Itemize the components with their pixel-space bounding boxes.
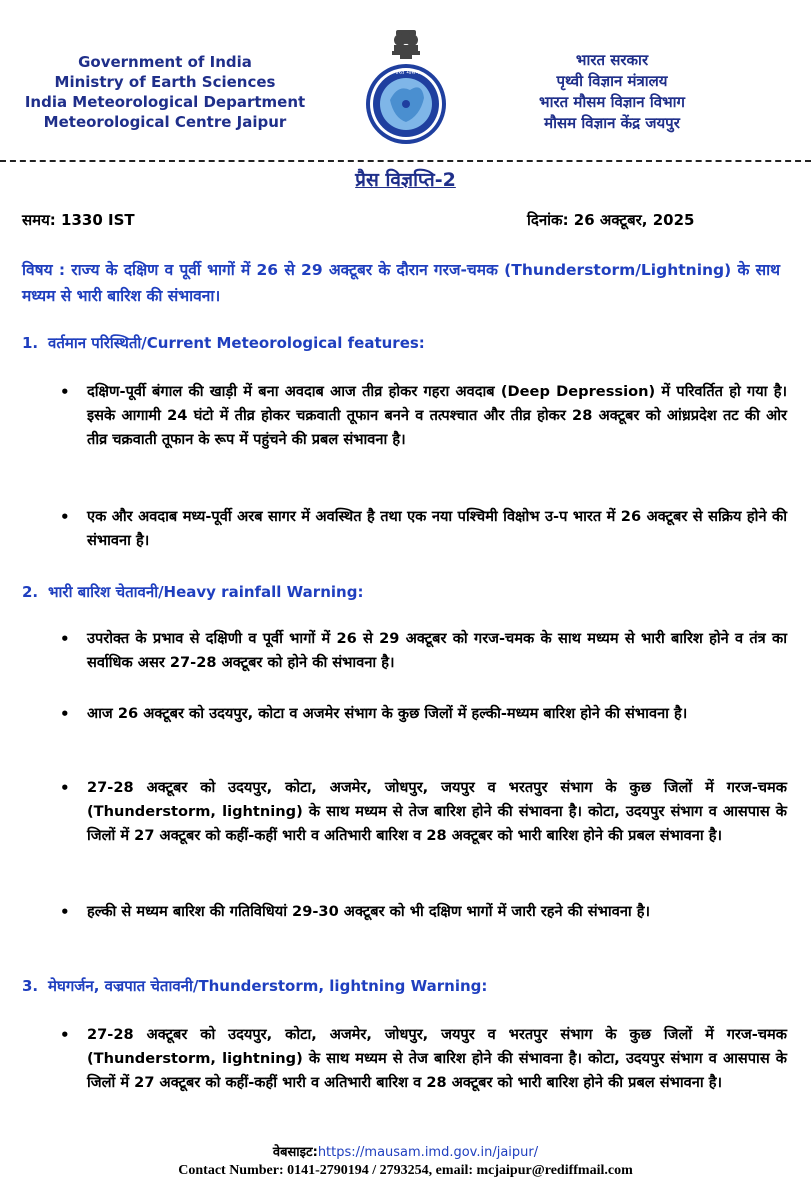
section-title: वर्तमान परिस्थिती/Current Meteorological features:	[48, 334, 425, 352]
title-text: प्रैस विज्ञप्ति-2	[355, 169, 456, 191]
hindi-letterhead	[492, 50, 732, 134]
english-line-government: Government of India	[78, 53, 252, 71]
english-letterhead	[20, 52, 310, 132]
website-link[interactable]: https://mausam.imd.gov.in/jaipur/	[317, 1145, 539, 1160]
svg-text:भारत मौसम: भारत मौसम	[392, 69, 420, 76]
time-date-row	[22, 210, 742, 232]
bullet-item: • दक्षिण-पूर्वी बंगाल की खाड़ी में बना अवदाब आज तीव्र होकर गहरा अवदाब (Deep Depression) में परिवर्तित हो गया है। इसके आगामी 24 घंटो में तीव्र होकर चक्रवाती तूफान बनने व तत्पश्चात और तीव्र होकर 28 अक्टूबर को आंध्रप्रदेश तट की ओर तीव्र चक्रवाती तूफान के रूप में पहुंचने की प्रबल संभावना है।	[87, 380, 787, 452]
website-line	[0, 1142, 811, 1160]
section-title: मेघगर्जन, वज्रपात चेतावनी/Thunderstorm, lightning Warning:	[48, 977, 488, 995]
english-line-centre: Meteorological Centre Jaipur	[43, 113, 287, 131]
hindi-line-department: भारत मौसम विज्ञान विभाग	[539, 93, 685, 111]
letterhead	[0, 0, 811, 160]
footer	[0, 1142, 811, 1179]
bullet-item: • 27-28 अक्टूबर को उदयपुर, कोटा, अजमेर, जोधपुर, जयपुर व भरतपुर संभाग के कुछ जिलों में गरज-चमक (Thunderstorm, lightning) के साथ मध्यम से तेज बारिश होने की संभावना है। कोटा, उदयपुर संभाग व आसपास के जिलों में 27 अक्टूबर को कहीं-कहीं भारी व अतिभारी बारिश व 28 अक्टूबर को भारी बारिश होने की प्रबल संभावना है।	[87, 1023, 787, 1095]
english-line-ministry: Ministry of Earth Sciences	[54, 73, 276, 91]
section-heading-current-features	[22, 333, 425, 353]
bullet-item: • उपरोक्त के प्रभाव से दक्षिणी व पूर्वी भागों में 26 से 29 अक्टूबर को गरज-चमक के साथ मध्यम से भारी बारिश होने व तंत्र का सर्वाधिक असर 27-28 अक्टूबर को होने की संभावना है।	[87, 627, 787, 675]
section-heading-thunderstorm	[22, 976, 487, 996]
bullet-item: • 27-28 अक्टूबर को उदयपुर, कोटा, अजमेर, जोधपुर, जयपुर व भरतपुर संभाग के कुछ जिलों में गरज-चमक (Thunderstorm, lightning) के साथ मध्यम से तेज बारिश होने की संभावना है। कोटा, उदयपुर संभाग व आसपास के जिलों में 27 अक्टूबर को कहीं-कहीं भारी व अतिभारी बारिश व 28 अक्टूबर को भारी बारिश होने की प्रबल संभावना है।	[87, 776, 787, 848]
dashed-divider	[0, 160, 811, 162]
issue-date: दिनांक: 26 अक्टूबर, 2025	[527, 211, 695, 229]
section-number: 2.	[22, 583, 39, 601]
section-number: 1.	[22, 334, 39, 352]
section-number: 3.	[22, 977, 39, 995]
hindi-line-ministry: पृथ्वी विज्ञान मंत्रालय	[556, 72, 668, 90]
hindi-line-centre: मौसम विज्ञान केंद्र जयपुर	[544, 114, 680, 132]
bullet-item: • एक और अवदाब मध्य-पूर्वी अरब सागर में अवस्थित है तथा एक नया पश्चिमी विक्षोभ उ-प भारत में 26 अक्टूबर से सक्रिय होने की संभावना है।	[87, 505, 787, 553]
press-release-title	[0, 166, 811, 192]
english-line-department: India Meteorological Department	[24, 93, 306, 111]
website-label: वेबसाइट:	[272, 1145, 318, 1160]
subject-line: विषय : राज्य के दक्षिण व पूर्वी भागों में 26 से 29 अक्टूबर के दौरान गरज-चमक (Thunderstorm/Lightning) के साथ मध्यम से भारी बारिश की संभावना।	[22, 261, 780, 305]
section-heading-heavy-rainfall	[22, 582, 363, 602]
section-title: भारी बारिश चेतावनी/Heavy rainfall Warning:	[48, 583, 364, 601]
contact-line: Contact Number: 0141-2790194 / 2793254, email: mcjaipur@rediffmail.com	[178, 1163, 633, 1178]
issue-time: समय: 1330 IST	[22, 211, 135, 229]
bullet-item: • हल्की से मध्यम बारिश की गतिविधियां 29-30 अक्टूबर को भी दक्षिण भागों में जारी रहने की संभावना है।	[87, 900, 787, 924]
hindi-line-government: भारत सरकार	[575, 51, 649, 69]
bullet-item: • आज 26 अक्टूबर को उदयपुर, कोटा व अजमेर संभाग के कुछ जिलों में हल्की-मध्यम बारिश होने की संभावना है।	[87, 702, 787, 726]
imd-emblem-logo	[356, 22, 456, 152]
